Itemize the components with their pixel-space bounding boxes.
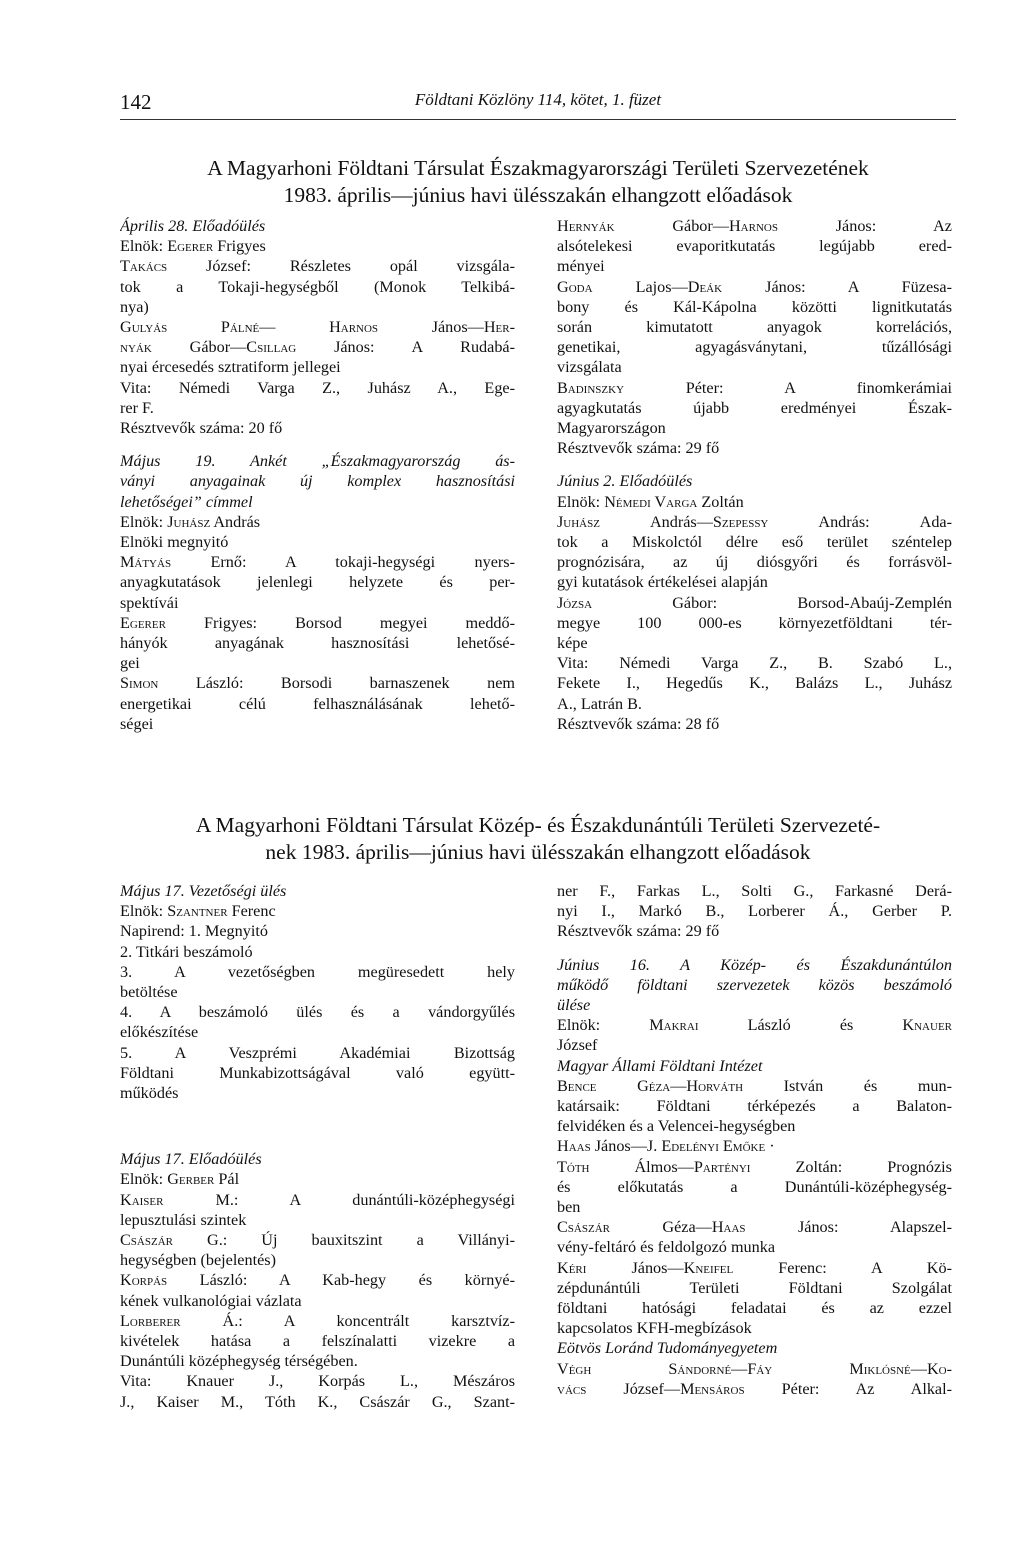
text-run: Dunántúli középhegység térségében.: [120, 1352, 358, 1371]
text-run: András—: [599, 512, 713, 531]
italic-heading: Április 28. Előadóülés: [120, 217, 266, 235]
author-name: Horváth: [686, 1076, 744, 1095]
text-line: [557, 1056, 952, 1076]
text-run: ségei: [120, 714, 154, 733]
text-line: [120, 1270, 515, 1290]
author-name: Badinszky: [557, 378, 625, 397]
text-line: [557, 1278, 952, 1298]
author-name: Partényi: [693, 1157, 751, 1176]
text-run: László: Borsodi barnaszenek nem: [158, 674, 515, 693]
text-run: —: [670, 1076, 687, 1095]
text-line: [120, 1210, 515, 1230]
text-line: [120, 1250, 515, 1270]
author-name: Simon: [120, 674, 159, 693]
paragraph-gap: [557, 942, 952, 955]
text-run: Földtani Munkabizottságával való együtt-: [120, 1063, 515, 1082]
italic-heading: Magyar Állami Földtani Intézet: [557, 1056, 763, 1075]
text-run: Ernő: A tokaji-hegységi nyers-: [171, 553, 515, 572]
text-line: [120, 337, 515, 357]
text-line: [557, 1258, 952, 1278]
italic-heading: Május 17. Előadóülés: [120, 1150, 262, 1169]
text-line: [120, 492, 515, 512]
text-run: rer F.: [120, 398, 154, 417]
text-run: hányók anyagának hasznosítási lehetősé-: [120, 634, 515, 653]
text-line: [557, 995, 952, 1015]
text-run: Elnök:: [557, 1016, 650, 1035]
text-run: ·: [765, 1137, 775, 1156]
author-name: Hernyák: [557, 217, 615, 235]
author-name: Mensáros: [680, 1379, 745, 1398]
author-name: Császár: [557, 1218, 610, 1237]
italic-heading: Június 16. A Közép- és Északdunántúlon: [557, 955, 952, 974]
author-name: Egerer: [167, 237, 214, 256]
text-line: [120, 532, 515, 552]
text-run: J., Kaiser M., Tóth K., Császár G., Szant-: [120, 1392, 515, 1411]
italic-heading: működő földtani szervezetek közös beszámoló: [557, 975, 952, 994]
section2-right-column: [557, 881, 952, 1399]
text-run: hegységben (bejelentés): [120, 1251, 276, 1270]
text-run: 3. A vezetőségben megüresedett hely: [120, 962, 515, 981]
text-line: [557, 277, 952, 297]
text-run: Résztvevők száma: 28 fő: [557, 714, 720, 733]
text-run: vizsgálata: [557, 358, 622, 377]
text-run: bony és Kál-Kápolna közötti lignitkutatás: [557, 297, 952, 316]
text-line: [120, 1083, 515, 1103]
text-run: gyi kutatások értékelései alapján: [557, 573, 768, 592]
author-name: Knauer: [902, 1016, 952, 1035]
text-run: András: [210, 512, 261, 531]
text-run: Vita: Knauer J., Korpás L., Mészáros: [120, 1372, 515, 1391]
text-line: [557, 1237, 952, 1257]
text-run: vény-feltáró és feldolgozó munka: [557, 1238, 776, 1257]
text-line: [557, 552, 952, 572]
text-run: Vita: Némedi Varga Z., Juhász A., Ege-: [120, 378, 515, 397]
text-line: [120, 418, 515, 438]
text-line: [557, 317, 952, 337]
text-run: nyi I., Markó B., Lorberer Á., Gerber P.: [557, 902, 952, 921]
text-line: [120, 1002, 515, 1022]
text-line: [120, 1022, 515, 1042]
text-line: [557, 975, 952, 995]
text-line: [120, 451, 515, 471]
text-line: [557, 881, 952, 901]
text-run: M.: A dunántúli-középhegységi: [163, 1190, 515, 1209]
author-name: Harnos: [329, 318, 379, 337]
text-run: ményei: [557, 257, 605, 276]
text-run: alsótelekesi evaporitkutatás legújabb ered-: [557, 237, 952, 256]
text-line: [557, 1338, 952, 1358]
text-run: ben: [557, 1198, 581, 1217]
author-name: Her-: [483, 318, 515, 337]
text-line: [120, 1063, 515, 1083]
text-run: Zoltán: Prognózis: [750, 1157, 952, 1176]
text-run: Elnök:: [120, 237, 168, 256]
text-line: [120, 1043, 515, 1063]
italic-heading: Május 19. Ankét „Északmagyarország ás-: [120, 452, 515, 471]
text-line: [120, 901, 515, 921]
text-run: során kimutatott anyagok korrelációs,: [557, 318, 952, 337]
text-line: [120, 378, 515, 398]
text-line: [120, 1190, 515, 1210]
text-line: [120, 512, 515, 532]
text-run: Péter: A finomkerámiai: [624, 378, 952, 397]
text-line: [120, 1311, 515, 1331]
author-name: Edelényi Emőke: [661, 1137, 766, 1156]
text-run: és előkutatás a Dunántúli-középhegység-: [557, 1177, 952, 1196]
author-name: Kéri: [557, 1258, 587, 1277]
text-run: előkészítése: [120, 1023, 199, 1042]
text-line: [557, 1298, 952, 1318]
text-line: [120, 256, 515, 276]
text-line: [120, 1371, 515, 1391]
text-run: János—: [586, 1258, 684, 1277]
text-run: prognózisára, az új diósgyőri és forrásvöl-: [557, 553, 952, 572]
text-line: [557, 236, 952, 256]
text-run: József: Részletes opál vizsgála-: [167, 257, 515, 276]
author-name: Gulyás Pálné: [120, 318, 260, 337]
text-run: Vita: Némedi Varga Z., B. Szabó L.,: [557, 654, 952, 673]
text-run: László és: [698, 1016, 903, 1035]
text-line: [120, 1331, 515, 1351]
text-line: [557, 532, 952, 552]
text-run: gei: [120, 654, 140, 673]
text-run: Gábor—: [614, 217, 729, 235]
text-run: József: [557, 1036, 598, 1055]
text-run: kivételek hatása a felszínalatti vizekre a: [120, 1332, 515, 1351]
text-line: [120, 1291, 515, 1311]
author-name: Harnos: [728, 217, 778, 235]
section-title-line: 1983. április—június havi ülésszakán elhangzott előadások: [283, 183, 793, 207]
text-line: [120, 471, 515, 491]
text-run: képe: [557, 634, 588, 653]
page-number: 142: [120, 90, 152, 114]
text-line: [557, 398, 952, 418]
text-line: [120, 236, 515, 256]
text-run: —: [731, 1359, 748, 1378]
author-name: nyák: [120, 338, 152, 357]
text-run: Ferenc: [227, 902, 276, 921]
text-line: [557, 1035, 952, 1055]
text-line: [120, 572, 515, 592]
text-run: nyai ércesedés sztratiform jellegei: [120, 358, 341, 377]
italic-heading: Eötvös Loránd Tudományegyetem: [557, 1339, 778, 1358]
text-run: Elnöki megnyitó: [120, 533, 229, 552]
author-name: Ko-: [926, 1359, 952, 1378]
text-line: [557, 714, 952, 734]
text-line: [120, 357, 515, 377]
text-line: [120, 1149, 515, 1169]
text-line: [557, 593, 952, 613]
text-run: kének vulkanológiai vázlata: [120, 1291, 302, 1310]
text-run: kapcsolatos KFH-megbízások: [557, 1319, 752, 1338]
author-name: Császár: [120, 1231, 173, 1250]
text-line: [557, 653, 952, 673]
author-name: Deák: [687, 277, 723, 296]
author-name: Juhász: [167, 512, 211, 531]
text-run: István és mun-: [743, 1076, 952, 1095]
text-run: Résztvevők száma: 29 fő: [557, 439, 720, 458]
text-line: [557, 1157, 952, 1177]
author-name: Egerer: [120, 613, 166, 632]
text-run: János: Alapszel-: [745, 1218, 952, 1237]
journal-title: Földtani Közlöny 114, kötet, 1. füzet: [414, 90, 662, 109]
text-line: [557, 492, 952, 512]
paragraph-gap: [557, 458, 952, 471]
text-run: Frigyes: Borsod megyei meddő-: [165, 613, 515, 632]
section-title-kozep-eszakdunantuli: [120, 812, 956, 866]
text-run: 4. A beszámoló ülés és a vándorgyűlés: [120, 1003, 515, 1022]
text-run: Pál: [214, 1170, 240, 1189]
text-line: [120, 593, 515, 613]
text-run: Á.: A koncentrált karsztvíz-: [180, 1311, 515, 1330]
text-run: János—: [378, 318, 484, 337]
author-name: Kaiser: [120, 1190, 164, 1209]
text-line: [557, 1379, 952, 1399]
text-line: [120, 216, 515, 236]
text-line: [557, 1197, 952, 1217]
text-line: [557, 256, 952, 276]
author-name: Mátyás: [120, 553, 172, 572]
text-line: [120, 714, 515, 734]
text-line: [557, 921, 952, 941]
text-run: betöltése: [120, 983, 178, 1002]
text-run: Ferenc: A Kö-: [733, 1258, 952, 1277]
text-line: [120, 552, 515, 572]
author-name: Korpás: [120, 1271, 168, 1290]
text-line: [120, 921, 515, 941]
text-line: [557, 901, 952, 921]
text-run: G.: Új bauxitszint a Villányi-: [172, 1231, 515, 1250]
author-name: Végh Sándorné: [557, 1359, 732, 1378]
author-name: Szantner: [167, 902, 228, 921]
text-line: [557, 955, 952, 975]
text-run: 5. A Veszprémi Akadémiai Bizottság: [120, 1043, 515, 1062]
text-line: [120, 297, 515, 317]
text-line: [120, 694, 515, 714]
italic-heading: Június 2. Előadóülés: [557, 472, 693, 491]
text-run: —: [259, 318, 330, 337]
text-run: spektívái: [120, 593, 179, 612]
text-run: Elnök:: [120, 1170, 168, 1189]
author-name: Juhász: [557, 512, 600, 531]
text-run: tok a Tokaji-hegységből (Monok Telkibá-: [120, 277, 515, 296]
text-run: Gábor: Borsod-Abaúj-Zemplén: [592, 593, 952, 612]
author-name: Gerber: [167, 1170, 215, 1189]
text-line: [557, 512, 952, 532]
author-name: Kneifel: [683, 1258, 734, 1277]
text-run: agyagkutatás újabb eredményei Észak-: [557, 398, 952, 417]
section-title-line: nek 1983. április—június havi ülésszakán elhangzott előadások: [265, 840, 811, 864]
text-line: [120, 962, 515, 982]
text-run: —: [910, 1359, 927, 1378]
header-rule: [120, 119, 956, 120]
text-run: László: A Kab-hegy és környé-: [167, 1271, 515, 1290]
text-line: [557, 1359, 952, 1379]
text-line: [120, 942, 515, 962]
author-name: Némedi Varga: [604, 492, 698, 511]
text-line: [120, 398, 515, 418]
section1-right-column: [557, 216, 952, 734]
author-name: Haas: [557, 1137, 591, 1156]
text-run: Zoltán: [697, 492, 744, 511]
author-name: Takács: [120, 257, 168, 276]
text-run: Napirend: 1. Megnyitó: [120, 922, 268, 941]
text-run: lepusztulási szintek: [120, 1210, 247, 1229]
text-line: [120, 1351, 515, 1371]
text-line: [120, 277, 515, 297]
text-run: nya): [120, 297, 149, 316]
text-line: [120, 982, 515, 1002]
text-run: megye 100 000-es környezetföldtani tér-: [557, 613, 952, 632]
text-line: [557, 1217, 952, 1237]
text-run: zépdunántúli Területi Földtani Szolgálat: [557, 1278, 952, 1297]
author-name: Lorberer: [120, 1311, 181, 1330]
author-name: Józsa: [557, 593, 593, 612]
text-line: [120, 1392, 515, 1412]
italic-heading: lehetőségei” címmel: [120, 492, 253, 511]
text-line: [557, 1096, 952, 1116]
text-run: János: Az: [777, 217, 952, 235]
text-run: Gábor—: [151, 338, 247, 357]
text-line: [120, 317, 515, 337]
text-line: [557, 378, 952, 398]
text-run: tok a Miskolctól délre eső terület széntelep: [557, 533, 952, 552]
text-line: [120, 633, 515, 653]
author-name: Csillag: [246, 338, 297, 357]
text-line: [557, 297, 952, 317]
text-run: Frigyes: [213, 237, 266, 256]
text-line: [557, 357, 952, 377]
text-run: Álmos—: [589, 1157, 694, 1176]
text-run: Résztvevők száma: 20 fő: [120, 419, 283, 438]
text-line: [557, 1015, 952, 1035]
text-line: [557, 1136, 952, 1156]
text-run: anyagkutatások jelenlegi helyzete és per-: [120, 573, 515, 592]
author-name: Goda: [557, 277, 593, 296]
paragraph-gap: [120, 438, 515, 451]
text-line: [120, 613, 515, 633]
text-run: genetikai, agyagásványtani, tűzállósági: [557, 338, 952, 357]
text-line: [120, 1169, 515, 1189]
page-header: [120, 88, 956, 114]
section2-left-column: [120, 881, 515, 1412]
section-title-line: A Magyarhoni Földtani Társulat Közép- és Északdunántúli Területi Szervezeté-: [195, 813, 881, 837]
text-line: [557, 572, 952, 592]
text-line: [557, 694, 952, 714]
text-run: Résztvevők száma: 29 fő: [557, 922, 720, 941]
text-line: [557, 633, 952, 653]
text-run: energetikai célú felhasználásának lehető-: [120, 694, 515, 713]
text-run: Elnök:: [557, 492, 605, 511]
text-line: [557, 673, 952, 693]
text-line: [557, 1177, 952, 1197]
text-run: Magyarországon: [557, 419, 666, 438]
author-name: Szepessy: [712, 512, 769, 531]
text-line: [557, 1318, 952, 1338]
text-run: Elnök:: [120, 512, 168, 531]
text-run: működés: [120, 1084, 179, 1103]
text-run: Géza—: [609, 1218, 712, 1237]
author-name: Haas: [711, 1218, 746, 1237]
text-line: [557, 337, 952, 357]
text-run: János—J.: [590, 1137, 662, 1156]
text-run: katársaik: Földtani térképezés a Balaton-: [557, 1097, 952, 1116]
text-line: [120, 1230, 515, 1250]
author-name: Tóth: [557, 1157, 590, 1176]
text-run: földtani hatósági feladatai és az ezzel: [557, 1299, 952, 1318]
text-line: [557, 471, 952, 491]
text-run: Fekete I., Hegedűs K., Balázs L., Juhász: [557, 674, 952, 693]
text-run: Péter: Az Alkal-: [744, 1379, 952, 1398]
text-line: [557, 1076, 952, 1096]
italic-heading: Május 17. Vezetőségi ülés: [120, 882, 287, 900]
author-name: Fáy Miklósné: [747, 1359, 911, 1378]
text-line: [557, 418, 952, 438]
text-run: Lajos—: [592, 277, 688, 296]
text-run: ner F., Farkas L., Solti G., Farkasné Derá-: [557, 882, 952, 900]
text-run: János: A Füzesa-: [722, 277, 952, 296]
text-run: József—: [586, 1379, 681, 1398]
section-title-eszakmagyarorszagi: [120, 155, 956, 209]
paragraph-gap: [120, 1103, 515, 1149]
text-line: [557, 216, 952, 236]
text-line: [557, 1116, 952, 1136]
italic-heading: ülése: [557, 996, 591, 1015]
section-title-line: A Magyarhoni Földtani Társulat Északmagyarországi Területi Szervezetének: [207, 156, 869, 180]
text-line: [120, 653, 515, 673]
author-name: Makrai: [649, 1016, 699, 1035]
author-name: vács: [557, 1379, 587, 1398]
text-run: A., Latrán B.: [557, 694, 642, 713]
text-line: [120, 881, 515, 901]
author-name: Bence Géza: [557, 1076, 671, 1095]
text-run: János: A Rudabá-: [296, 338, 515, 357]
text-run: felvidéken és a Velencei-hegységben: [557, 1117, 796, 1136]
text-line: [120, 673, 515, 693]
text-run: András: Ada-: [768, 512, 952, 531]
italic-heading: ványi anyagainak új komplex hasznosítási: [120, 472, 515, 491]
text-line: [557, 613, 952, 633]
text-run: Elnök:: [120, 902, 168, 921]
text-run: 2. Titkári beszámoló: [120, 942, 253, 961]
text-line: [557, 438, 952, 458]
section1-left-column: [120, 216, 515, 734]
